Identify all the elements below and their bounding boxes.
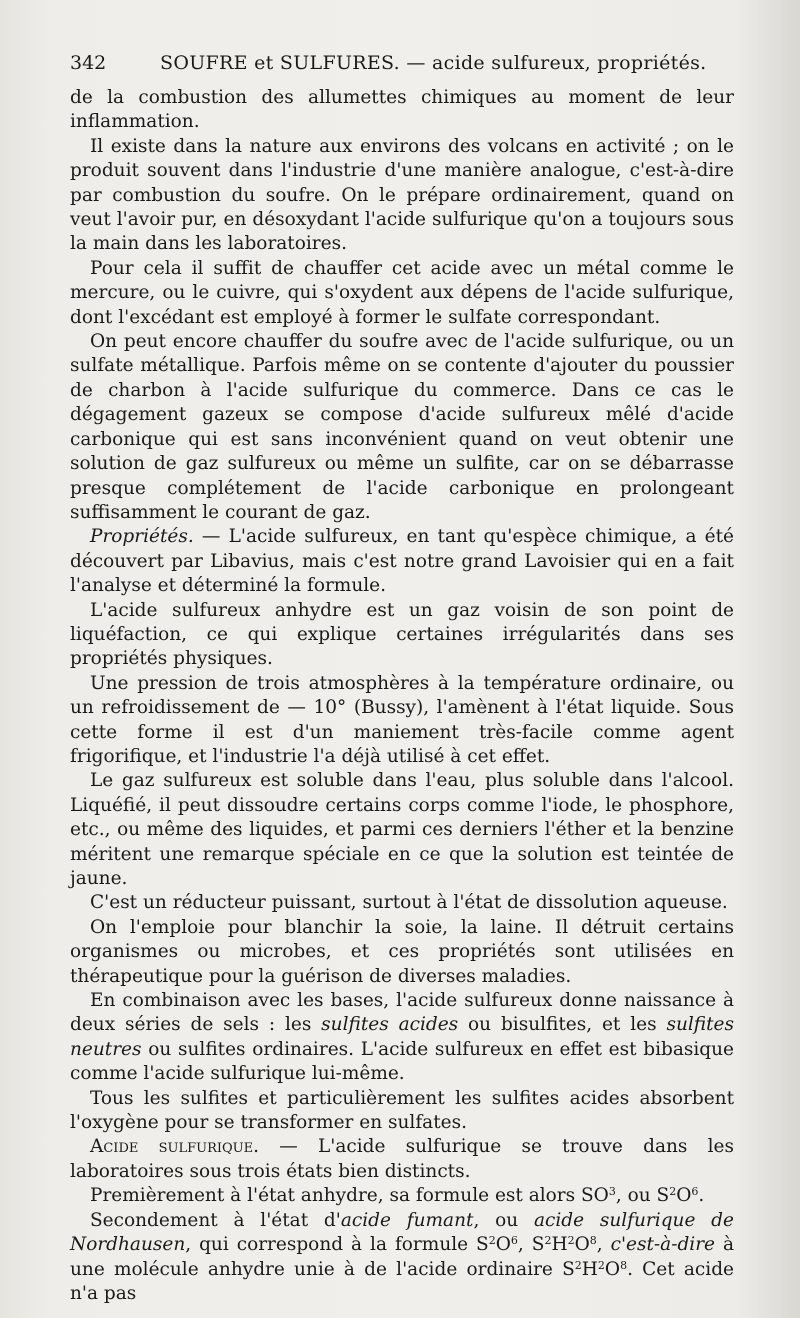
paragraph: Acide sulfurique. — L'acide sulfurique se trouve dans les laboratoires sous trois états bien distincts. bbox=[70, 1136, 734, 1182]
body-text bbox=[70, 86, 734, 1306]
paragraph: Secondement à l'état d'acide fumant, ou acide sulfurique de Nordhausen, qui correspond à la formule $S^2O^6$, $S^2H^2O^8$, c'est-à-dire à une molécule anhydre unie à de l'acide ordinaire $S^2H^2O^8$. Cet acide n'a pas bbox=[70, 1209, 734, 1304]
paragraph: Le gaz sulfureux est soluble dans l'eau, plus soluble dans l'alcool. Liquéfié, il peut dissoudre certains corps comme l'iode, le phosphore, etc., ou même des liquides, et parmi ces derniers l'éther et la benzine méritent une remarque spéciale en ce que la solution est teintée de jaune. bbox=[70, 770, 734, 889]
paragraph: Tous les sulfites et particulièrement les sulfites acides absorbent l'oxygène pour se transformer en sulfates. bbox=[70, 1087, 734, 1134]
page-number: 342 bbox=[70, 52, 107, 74]
paragraph: On l'emploie pour blanchir la soie, la laine. Il détruit certains organismes ou microbes, et ces propriétés sont utilisées en thérapeutique pour la guérison de diverses maladies. bbox=[70, 916, 734, 987]
paragraph: En combinaison avec les bases, l'acide sulfureux donne naissance à deux séries de sels : les sulfites acides ou bisulfites, et les sulfites neutres ou sulfites ordinaires. L'acide sulfureux en effet est bibasique comme l'acide sulfurique lui-même. bbox=[70, 990, 734, 1085]
running-header bbox=[70, 52, 730, 82]
paragraph: Propriétés. — L'acide sulfureux, en tant qu'espèce chimique, a été découvert par Libavius, mais c'est notre grand Lavoisier qui en a fait l'analyse et déterminé la formule. bbox=[70, 526, 734, 597]
section-label-acide-sulfurique: Acide sulfurique. bbox=[90, 1136, 259, 1158]
paragraph: Il existe dans la nature aux environs des volcans en activité ; on le produit souvent dans l'industrie d'une manière analogue, c'est-à-dire par combustion du soufre. On le prépare ordinairement, quand on veut l'avoir pur, en désoxydant l'acide sulfurique qu'on a toujours sous la main dans les laboratoires. bbox=[70, 135, 734, 255]
paragraph: On peut encore chauffer du soufre avec de l'acide sulfurique, ou un sulfate métallique. Parfois même on se contente d'ajouter du poussier de charbon à l'acide sulfurique du commerce. Dans ce cas le dégagement gazeux se compose d'acide sulfureux mêlé d'acide carbonique qui est sans inconvénient quand on veut obtenir une solution de gaz sulfureux ou même un sulfite, car on se débarrasse presque complétement de l'acide carbonique en prolongeant suffisamment le courant de gaz. bbox=[70, 331, 734, 523]
paragraph: Pour cela il suffit de chauffer cet acide avec un métal comme le mercure, ou le cuivre, qui s'oxydent aux dépens de l'acide sulfurique, dont l'excédant est employé à former le sulfate correspondant. bbox=[70, 257, 734, 328]
paragraph: C'est un réducteur puissant, surtout à l'état de dissolution aqueuse. bbox=[90, 892, 728, 914]
paragraph: L'acide sulfureux anhydre est un gaz voisin de son point de liquéfaction, ce qui explique certaines irrégularités dans ses propriétés physiques. bbox=[70, 599, 734, 670]
paragraph: de la combustion des allumettes chimiques au moment de leur inflammation. bbox=[70, 87, 734, 133]
running-title: SOUFRE et SULFURES. — acide sulfureux, propriétés. bbox=[160, 52, 707, 74]
paragraph: Premièrement à l'état anhydre, sa formule est alors $SO^3$, ou $S^2O^6$. bbox=[90, 1185, 705, 1207]
paragraph: Une pression de trois atmosphères à la température ordinaire, ou un refroidissement de — 10° (Bussy), l'amènent à l'état liquide. Sous cette forme il est d'un maniement très-facile comme agent frigorifique, et l'industrie l'a déjà utilisé à cet effet. bbox=[70, 672, 734, 767]
section-label-proprietes: Propriétés. bbox=[90, 526, 194, 548]
